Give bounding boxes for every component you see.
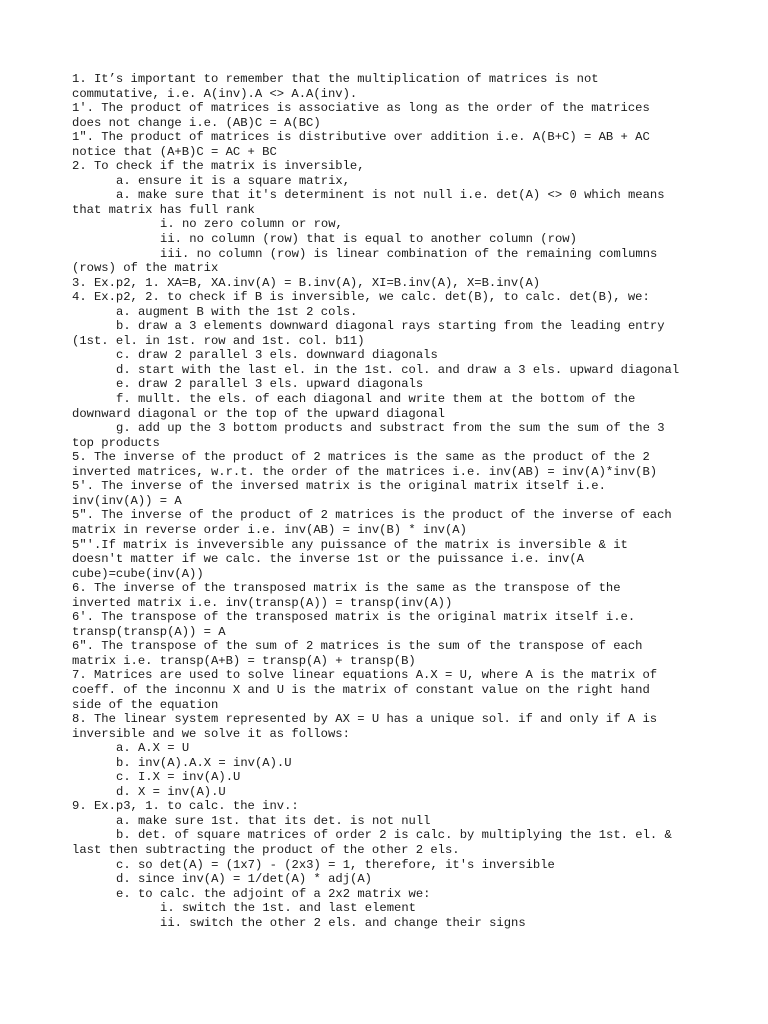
text-line: inv(inv(A)) = A <box>72 493 182 508</box>
text-line: coeff. of the inconnu X and U is the matrix of constant value on the right hand <box>72 682 650 697</box>
text-line: notice that (A+B)C = AC + BC <box>72 144 277 159</box>
text-line: 5". The inverse of the product of 2 matrices is the product of the inverse of each <box>72 508 672 523</box>
text-line: c. I.X = inv(A).U <box>116 770 241 785</box>
text-line: f. mullt. the els. of each diagonal and write them at the bottom of the <box>116 392 636 407</box>
text-line: b. draw a 3 elements downward diagonal rays starting from the leading entry <box>116 319 665 334</box>
text-line: d. X = inv(A).U <box>116 784 226 799</box>
text-line: inverted matrices, w.r.t. the order of the matrices i.e. inv(AB) = inv(A)*inv(B) <box>72 464 658 479</box>
text-line: e. to calc. the adjoint of a 2x2 matrix we: <box>116 886 431 901</box>
text-line: side of the equation <box>72 697 219 712</box>
text-line: a. augment B with the 1st 2 cols. <box>116 304 358 319</box>
text-line: i. switch the 1st. and last element <box>160 901 416 916</box>
text-line: a. ensure it is a square matrix, <box>116 173 351 188</box>
text-line: ii. no column (row) that is equal to another column (row) <box>160 232 577 247</box>
text-line: i. no zero column or row, <box>160 217 343 232</box>
text-line: commutative, i.e. A(inv).A <> A.A(inv). <box>72 86 358 101</box>
text-line: does not change i.e. (AB)C = A(BC) <box>72 115 321 130</box>
text-line: d. start with the last el. in the 1st. col. and draw a 3 els. upward diagonal <box>116 362 680 377</box>
text-line: 6'. The transpose of the transposed matrix is the original matrix itself i.e. <box>72 610 636 625</box>
text-line: iii. no column (row) is linear combination of the remaining comlumns <box>160 246 658 261</box>
text-line: 6. The inverse of the transposed matrix is the same as the transpose of the <box>72 581 621 596</box>
text-line: 8. The linear system represented by AX = U has a unique sol. if and only if A is <box>72 712 658 727</box>
text-line: downward diagonal or the top of the upward diagonal <box>72 406 445 421</box>
text-line: 6". The transpose of the sum of 2 matrices is the sum of the transpose of each <box>72 639 643 654</box>
text-line: matrix i.e. transp(A+B) = transp(A) + transp(B) <box>72 653 416 668</box>
text-line: 1. It’s important to remember that the multiplication of matrices is not <box>72 72 599 86</box>
text-line: b. inv(A).A.X = inv(A).U <box>116 755 292 770</box>
text-line: (rows) of the matrix <box>72 261 219 276</box>
text-line: a. make sure that it's determinent is not null i.e. det(A) <> 0 which means <box>116 188 665 203</box>
text-line: last then subtracting the product of the other 2 els. <box>72 842 460 857</box>
text-line: top products <box>72 435 160 450</box>
text-line: b. det. of square matrices of order 2 is calc. by multiplying the 1st. el. & <box>116 828 672 843</box>
text-line: 1'. The product of matrices is associative as long as the order of the matrices <box>72 101 650 116</box>
document-body <box>72 72 712 930</box>
text-line: g. add up the 3 bottom products and substract from the sum the sum of the 3 <box>116 421 665 436</box>
text-line: 2. To check if the matrix is inversible, <box>72 159 365 174</box>
text-line: 4. Ex.p2, 2. to check if B is inversible, we calc. det(B), to calc. det(B), we: <box>72 290 650 305</box>
text-line: c. so det(A) = (1x7) - (2x3) = 1, therefore, it's inversible <box>116 857 555 872</box>
text-line: that matrix has full rank <box>72 202 255 217</box>
text-line: 9. Ex.p3, 1. to calc. the inv.: <box>72 799 299 814</box>
text-line: (1st. el. in 1st. row and 1st. col. b11) <box>72 333 365 348</box>
text-line: inverted matrix i.e. inv(transp(A)) = transp(inv(A)) <box>72 595 453 610</box>
text-line: matrix in reverse order i.e. inv(AB) = inv(B) * inv(A) <box>72 522 467 537</box>
text-line: 5'. The inverse of the inversed matrix is the original matrix itself i.e. <box>72 479 606 494</box>
text-line: ii. switch the other 2 els. and change their signs <box>160 915 526 930</box>
text-line: e. draw 2 parallel 3 els. upward diagonals <box>116 377 424 392</box>
text-line: a. make sure 1st. that its det. is not null <box>116 813 431 828</box>
text-line: 5"'.If matrix is inveversible any puissance of the matrix is inversible & it <box>72 537 628 552</box>
text-line: cube)=cube(inv(A)) <box>72 566 204 581</box>
text-line: 1". The product of matrices is distributive over addition i.e. A(B+C) = AB + AC <box>72 130 650 145</box>
text-line: d. since inv(A) = 1/det(A) * adj(A) <box>116 872 372 887</box>
text-line: 3. Ex.p2, 1. XA=B, XA.inv(A) = B.inv(A), XI=B.inv(A), X=B.inv(A) <box>72 275 541 290</box>
text-line: inversible and we solve it as follows: <box>72 726 350 741</box>
text-line: 5. The inverse of the product of 2 matrices is the same as the product of the 2 <box>72 450 650 465</box>
text-line: doesn't matter if we calc. the inverse 1st or the puissance i.e. inv(A <box>72 552 584 567</box>
text-line: transp(transp(A)) = A <box>72 624 226 639</box>
text-line: a. A.X = U <box>116 741 190 756</box>
text-line: 7. Matrices are used to solve linear equations A.X = U, where A is the matrix of <box>72 668 658 683</box>
text-line: c. draw 2 parallel 3 els. downward diagonals <box>116 348 438 363</box>
